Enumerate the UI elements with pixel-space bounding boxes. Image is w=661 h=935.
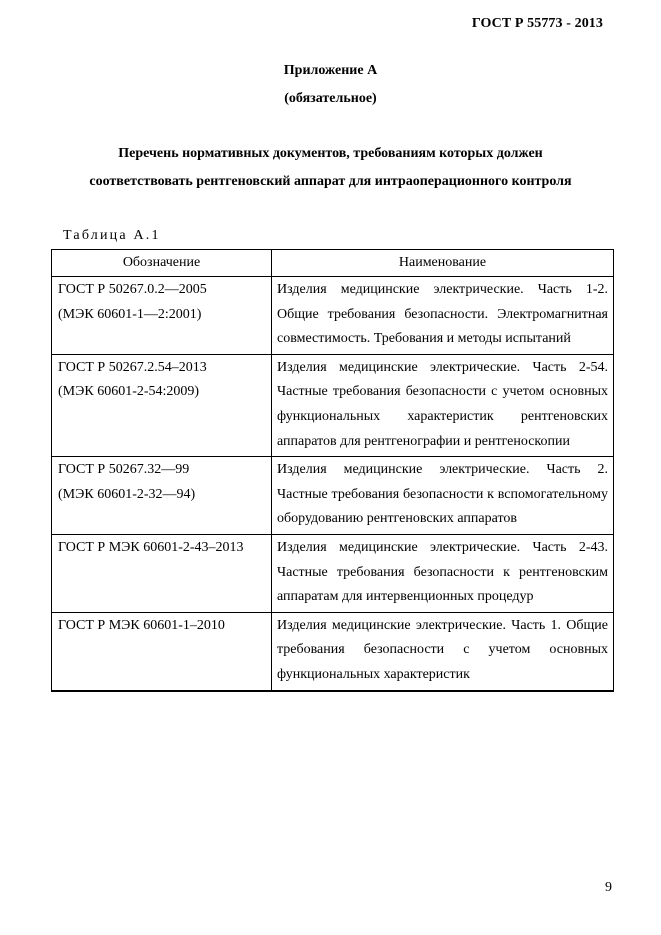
- name-cell: Изделия медицинские электрические. Часть 2-54. Частные требования безопасности с учетом основных функциональных характеристик рентгеновских аппаратов для рентгенографии и рентгеноскопии: [272, 354, 614, 456]
- appendix-title: Приложение А: [283, 63, 378, 78]
- name-cell: Изделия медицинские электрические. Часть 1-2. Общие требования безопасности. Электромагнитная совместимость. Требования и методы испытаний: [272, 277, 614, 355]
- designation-line: ГОСТ Р МЭК 60601-2-43–2013: [58, 539, 244, 555]
- table-row: [52, 277, 614, 355]
- designation-line: (МЭК 60601-1—2:2001): [58, 306, 202, 322]
- table-row: [52, 457, 614, 535]
- designation-line: (МЭК 60601-2-32—94): [58, 486, 196, 502]
- standards-table: [51, 249, 614, 692]
- table-row: [52, 534, 614, 612]
- table-row: [52, 354, 614, 456]
- designation-cell: [52, 457, 272, 535]
- column-header-designation: Обозначение: [52, 250, 272, 277]
- page-number: 9: [605, 880, 612, 895]
- designation-line: (МЭК 60601-2-54:2009): [58, 384, 200, 400]
- table-header-row: [52, 250, 614, 277]
- designation-cell: [52, 354, 272, 456]
- name-cell: Изделия медицинские электрические. Часть 2-43. Частные требования безопасности к рентгеновским аппаратам для интервенционных процедур: [272, 534, 614, 612]
- name-cell: Изделия медицинские электрические. Часть 2. Частные требования безопасности к вспомогательному оборудованию рентгеновских аппаратов: [272, 457, 614, 535]
- appendix-subtitle: (обязательное): [284, 91, 377, 106]
- designation-cell: [52, 277, 272, 355]
- designation-line: ГОСТ Р 50267.0.2—2005: [58, 282, 207, 297]
- document-code: ГОСТ Р 55773 - 2013: [471, 16, 603, 31]
- column-header-name: Наименование: [272, 250, 614, 277]
- designation-cell: [52, 534, 272, 612]
- table-caption: Таблица А.1: [63, 228, 161, 243]
- section-heading: [0, 140, 661, 196]
- name-cell: Изделия медицинские электрические. Часть 1. Общие требования безопасности с учетом основных функциональных характеристик: [272, 612, 614, 690]
- section-heading-line-2: соответствовать рентгеновский аппарат для интраоперационного контроля: [89, 174, 572, 189]
- table-row: [52, 612, 614, 690]
- designation-line: ГОСТ Р 50267.32—99: [58, 462, 190, 478]
- designation-line: ГОСТ Р 50267.2.54–2013: [58, 359, 207, 375]
- designation-line: ГОСТ Р МЭК 60601-1–2010: [58, 617, 225, 633]
- designation-cell: [52, 612, 272, 690]
- section-heading-line-1: Перечень нормативных документов, требованиям которых должен: [118, 146, 543, 161]
